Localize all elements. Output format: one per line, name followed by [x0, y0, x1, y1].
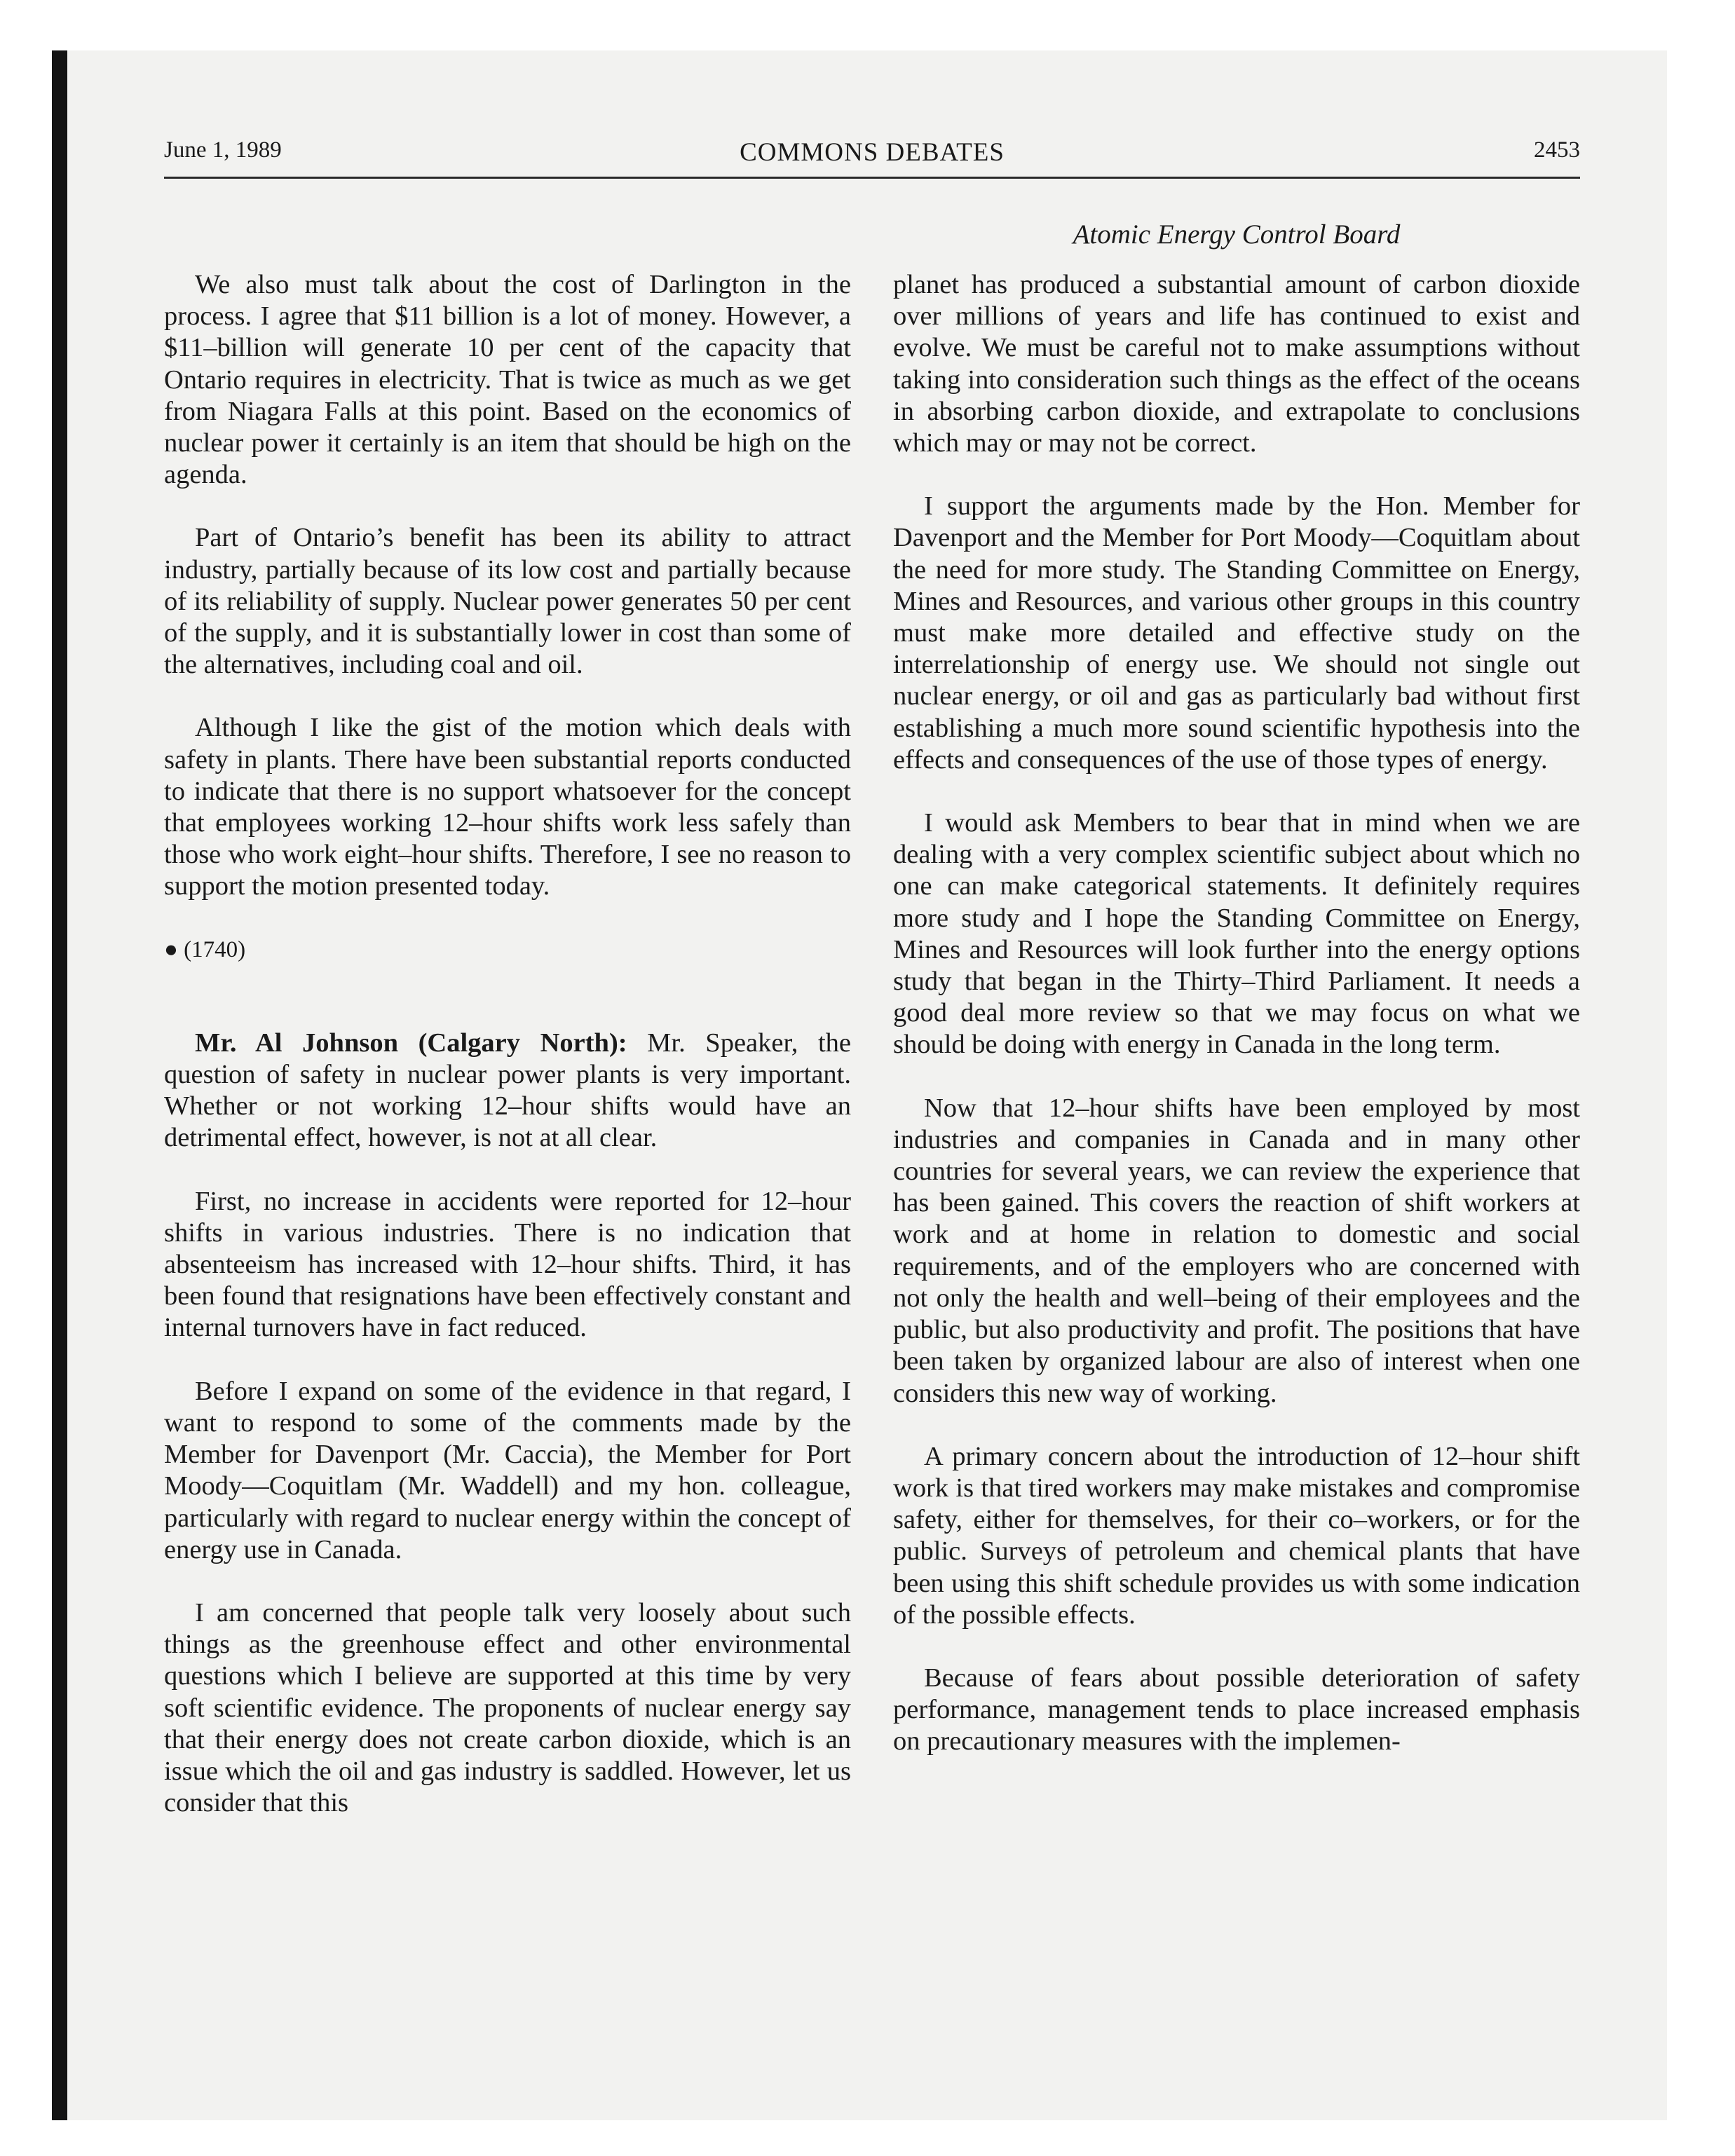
paragraph: Before I expand on some of the evidence in that regard, I want to respond to some of the comments made by the Member for Davenport (Mr. Caccia), the Member for Port Moody—Coquitlam (Mr. Waddell) and my hon. colleague, particularly with regard to nuclear energy within the concept of energy use in Canada.: [164, 1376, 851, 1564]
paragraph: I support the arguments made by the Hon. Member for Davenport and the Member for Port Moody—Coquitlam about the need for more study. The Standing Committee on Energy, Mines and Resources, and various other groups in this country must make more detailed and effective study on the interrelationship of energy use. We should not single out nuclear energy, or oil and gas as particularly bad without first establishing a much more sound scientific hypothesis into the effects and consequences of the use of those types of energy.: [893, 491, 1580, 775]
header-date: June 1, 1989: [164, 137, 282, 163]
paragraph: Now that 12–hour shifts have been employed by most industries and companies in Canada and in many other countries for several years, we can review the experience that has been gained. This covers the reaction of shift workers at work and at home in relation to domestic and social requirements, and of the employers who are concerned with not only the health and well–being of their employees and the public, but also productivity and profit. The positions that have been taken by organized labour are also of interest when one considers this new way of working.: [893, 1093, 1580, 1408]
header-rule: [164, 177, 1580, 179]
paragraph: A primary concern about the introduction of 12–hour shift work is that tired workers may make mistakes and compromise safety, either for themselves, for their co–workers, or for the public. Surveys of petroleum and chemical plants that have been using this shift schedule provides us with some indication of the possible effects.: [893, 1441, 1580, 1630]
header-title: COMMONS DEBATES: [740, 138, 1005, 167]
left-column: [164, 269, 851, 1850]
paragraph: First, no increase in accidents were reported for 12–hour shifts in various industries. There is no indication that absenteeism has increased with 12–hour shifts. Third, it has been found that resignations have been effectively constant and internal turnovers have in fact reduced.: [164, 1186, 851, 1343]
paragraph: Part of Ontario’s benefit has been its ability to attract industry, partially because of its low cost and partially because of its reliability of supply. Nuclear power generates 50 per cent of the supply, and it is substantially lower in cost than some of the alternatives, including coal and oil.: [164, 523, 851, 680]
speaker-text: Mr. Speaker, the question of safety in nuclear power plants is very important. Whether or not working 12–hour shifts would have an detrimental effect, however, is not at all clear.: [164, 1028, 851, 1153]
speaker-paragraph: [164, 1028, 851, 1154]
paragraph: I am concerned that people talk very loosely about such things as the greenhouse effect and other environmental questions which I believe are supported at this time by very soft scientific evidence. The proponents of nuclear energy say that their energy does not create carbon dioxide, which is an issue which the oil and gas industry is saddled. However, let us consider that this: [164, 1597, 851, 1818]
paragraph-continued: planet has produced a substantial amount of carbon dioxide over millions of years and life has continued to exist and evolve. We must be careful not to make assumptions without taking into consideration such things as the effect of the oceans in absorbing carbon dioxide, and extrapolate to conclusions which may or may not be correct.: [893, 270, 1580, 458]
section-heading: Atomic Energy Control Board: [1073, 219, 1401, 250]
header-page-number: 2453: [1534, 137, 1580, 163]
right-column: [893, 269, 1580, 1789]
time-marker: ● (1740): [164, 936, 246, 962]
page-header: [164, 137, 1580, 179]
paragraph: We also must talk about the cost of Darlington in the process. I agree that $11 billion is a lot of money. However, a $11–billion will generate 10 per cent of the capacity that Ontario requires in electricity. That is twice as much as we get from Niagara Falls at this point. Based on the economics of nuclear power it certainly is an item that should be high on the agenda.: [164, 270, 851, 490]
paragraph: Because of fears about possible deterioration of safety performance, management tends to place increased emphasis on precautionary measures with the implemen-: [893, 1663, 1580, 1756]
speaker-name: Mr. Al Johnson (Calgary North):: [195, 1028, 627, 1058]
paragraph: Although I like the gist of the motion which deals with safety in plants. There have been substantial reports conducted to indicate that there is no support whatsoever for the concept that employees working 12–hour shifts work less safely than those who work eight–hour shifts. Therefore, I see no reason to support the motion presented today.: [164, 713, 851, 901]
paragraph: I would ask Members to bear that in mind when we are dealing with a very complex scientific subject about which no one can make categorical statements. It definitely requires more study and I hope the Standing Committee on Energy, Mines and Resources will look further into the energy options study that began in the Thirty–Third Parliament. It needs a good deal more review so that we may focus on what we should be doing with energy in Canada in the long term.: [893, 808, 1580, 1060]
scan-edge-shadow: [52, 50, 67, 2120]
